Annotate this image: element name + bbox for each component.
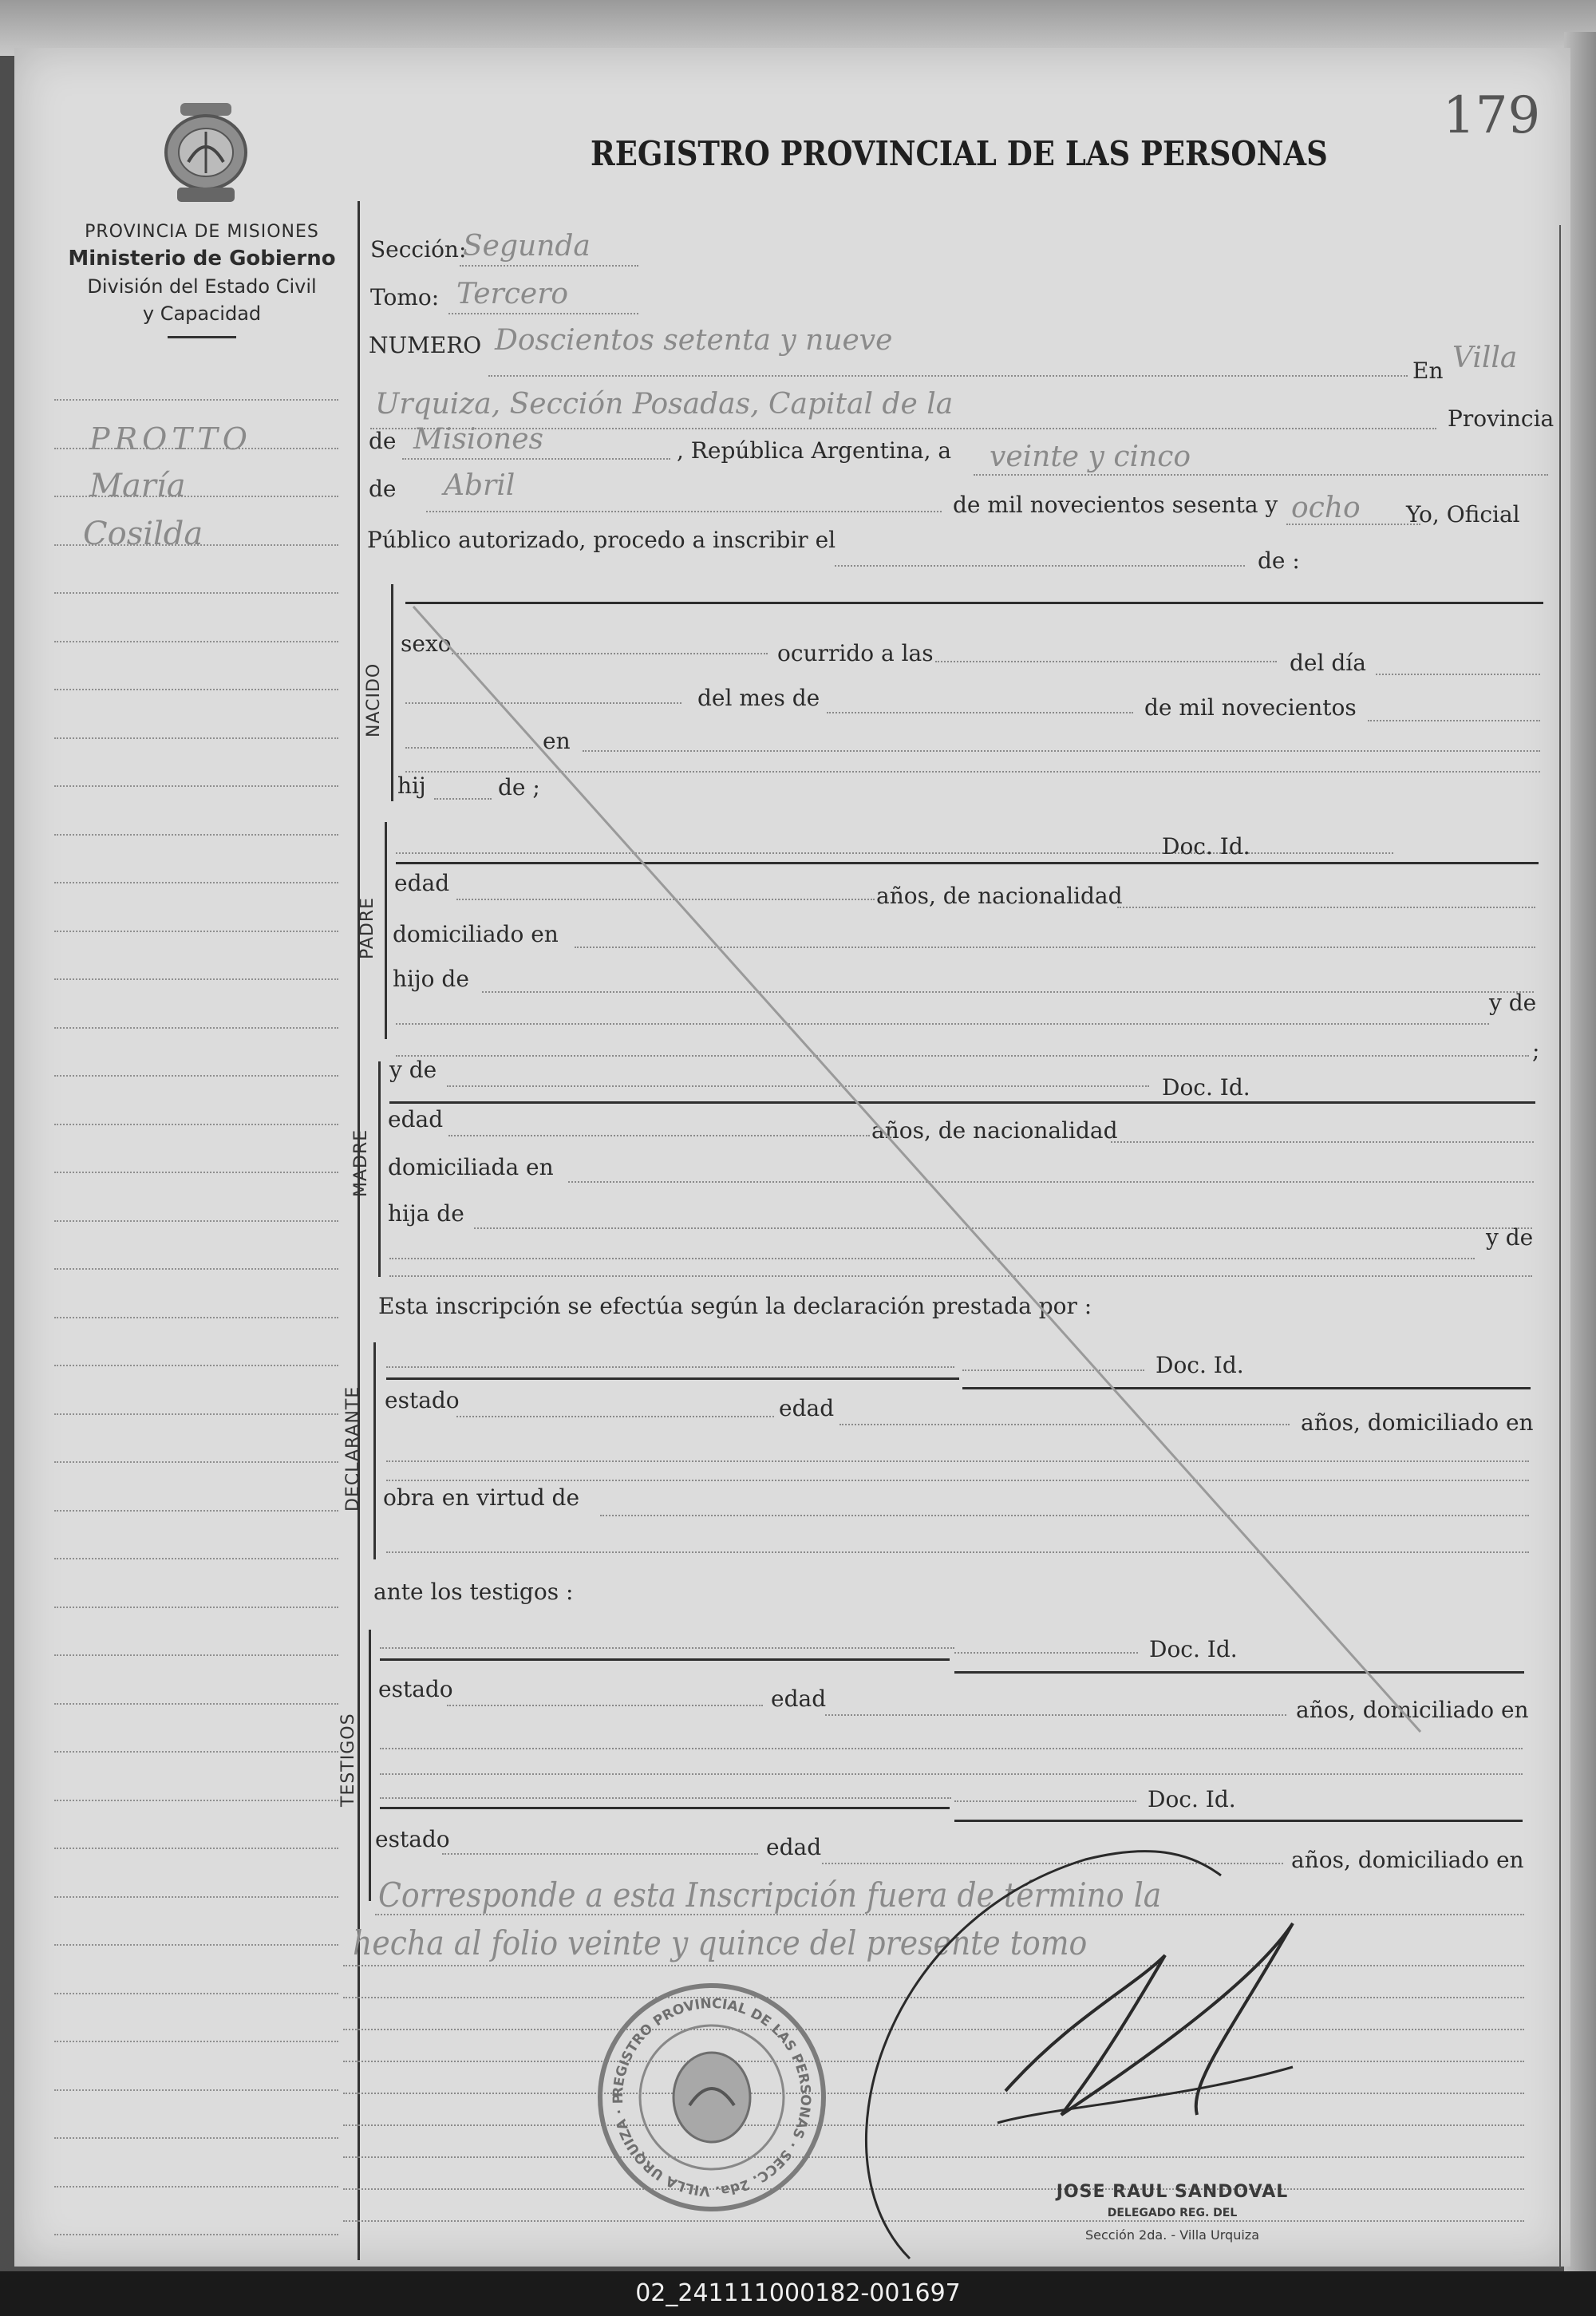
page-title: REGISTRO PROVINCIAL DE LAS PERSONAS	[591, 134, 1328, 173]
madre-edad-label: edad	[388, 1106, 444, 1132]
year-value: ocho	[1291, 492, 1361, 524]
margin-given-name-1: María	[89, 468, 186, 504]
padre-doc-label: Doc. Id.	[1162, 833, 1250, 860]
padre-edad-label: edad	[394, 870, 450, 896]
testigo2-estado-label: estado	[375, 1826, 450, 1852]
seccion-label: Sección:	[370, 236, 467, 263]
ocurrido-label: ocurrido a las	[777, 640, 934, 666]
provincia-label: Provincia	[1448, 405, 1555, 432]
seal-text: REGISTRO PROVINCIAL DE LAS PERSONAS · SECC. 2da. VILLA URQUIZA · P	[610, 1995, 814, 2199]
day-value: veinte y cinco	[990, 441, 1191, 473]
testigos-label: TESTIGOS	[338, 1713, 358, 1807]
signature-block	[1041, 2182, 1304, 2243]
numero-value: Doscientos setenta y nueve	[495, 324, 893, 357]
declarante-estado-label: estado	[385, 1387, 460, 1413]
de-label: de	[369, 428, 397, 454]
agency-ministry: Ministerio de Gobierno	[68, 247, 336, 271]
testigo2-doc-label: Doc. Id.	[1148, 1786, 1236, 1812]
agency-capacity: y Capacidad	[142, 302, 262, 325]
padre-hijo-label: hijo de	[393, 966, 469, 992]
madre-doc-label: Doc. Id.	[1162, 1074, 1250, 1101]
signer-name: JOSE RAUL SANDOVAL	[1056, 2182, 1289, 2202]
province-value: Misiones	[413, 423, 544, 456]
testigo1-estado-label: estado	[378, 1676, 453, 1702]
padre-label: PADRE	[358, 896, 377, 959]
margin-given-name-2: Cosilda	[83, 516, 203, 552]
madre-y-de-end-label: y de	[1486, 1224, 1534, 1251]
de2-label: de	[369, 476, 397, 502]
padre-y-de-label: y de	[1489, 990, 1537, 1016]
declarante-edad-label: edad	[779, 1395, 835, 1421]
madre-anios-label: años, de nacionalidad	[871, 1117, 1118, 1144]
margin-surname: PROTTO	[89, 421, 252, 456]
del-mes-label: del mes de	[697, 685, 820, 711]
madre-domiciliada-label: domiciliada en	[388, 1154, 554, 1180]
nacido-label: NACIDO	[364, 662, 384, 737]
ante-testigos-text: ante los testigos :	[373, 1579, 574, 1605]
milnov-label: de mil novecientos sesenta y	[953, 492, 1278, 518]
numero-label: NUMERO	[369, 332, 482, 358]
oficial-label: Yo, Oficial	[1406, 501, 1520, 528]
padre-semicolon: ;	[1532, 1037, 1540, 1064]
republica-label: , República Argentina, a	[677, 437, 952, 464]
declarante-obra-label: obra en virtud de	[383, 1484, 580, 1511]
testigo1-doc-label: Doc. Id.	[1149, 1636, 1238, 1662]
agency-province: PROVINCIA DE MISIONES	[85, 222, 319, 242]
declaracion-text: Esta inscripción se efectúa según la declaración prestada por :	[378, 1293, 1092, 1319]
official-seal	[592, 1978, 832, 2217]
en-label: En	[1412, 358, 1444, 384]
del-dia-label: del día	[1290, 650, 1366, 676]
testigo2-anios-label: años, domiciliado en	[1291, 1847, 1524, 1873]
footer-id-bar: 02_241111000182-001697	[0, 2271, 1596, 2316]
month-value: Abril	[444, 469, 516, 502]
declarante-label: DECLARANTE	[343, 1385, 363, 1512]
madre-label: MADRE	[351, 1128, 371, 1197]
hij-label: hij	[397, 773, 426, 799]
declarante-doc-label: Doc. Id.	[1156, 1352, 1244, 1378]
publico-label: Público autorizado, procedo a inscribir el	[367, 527, 836, 553]
agency-division: División del Estado Civil	[87, 275, 317, 298]
signer-role: DELEGADO REG. DEL	[1107, 2207, 1238, 2219]
folio-number: 179	[1443, 86, 1541, 145]
hij-de-label: de ;	[498, 774, 540, 800]
madre-hija-label: hija de	[388, 1200, 464, 1227]
annotation-line-2: hecha al folio veinte y quince del presente tomo	[353, 1923, 1088, 1962]
testigo1-anios-label: años, domiciliado en	[1296, 1697, 1529, 1723]
sexo-label: sexo	[401, 630, 452, 657]
signer-place: Sección 2da. - Villa Urquiza	[1085, 2227, 1259, 2243]
de-colon-label: de :	[1258, 547, 1300, 574]
tomo-label: Tomo:	[370, 284, 440, 310]
mil-nov-label: de mil novecientos	[1144, 694, 1357, 721]
place-value: Urquiza, Sección Posadas, Capital de la	[375, 388, 954, 421]
padre-anios-label: años, de nacionalidad	[876, 883, 1123, 909]
seccion-value: Segunda	[463, 230, 591, 263]
madre-y-de-label: y de	[389, 1057, 437, 1083]
annotation-line-1: Corresponde a esta Inscripción fuera de término la	[378, 1875, 1162, 1915]
testigo2-edad-label: edad	[766, 1834, 822, 1860]
en-value: Villa	[1452, 342, 1518, 374]
tomo-value: Tercero	[456, 278, 569, 310]
nacido-en-label: en	[543, 728, 571, 754]
declarante-anios-label: años, domiciliado en	[1301, 1409, 1534, 1436]
testigo1-edad-label: edad	[771, 1686, 827, 1712]
padre-domiciliado-label: domiciliado en	[393, 921, 559, 947]
